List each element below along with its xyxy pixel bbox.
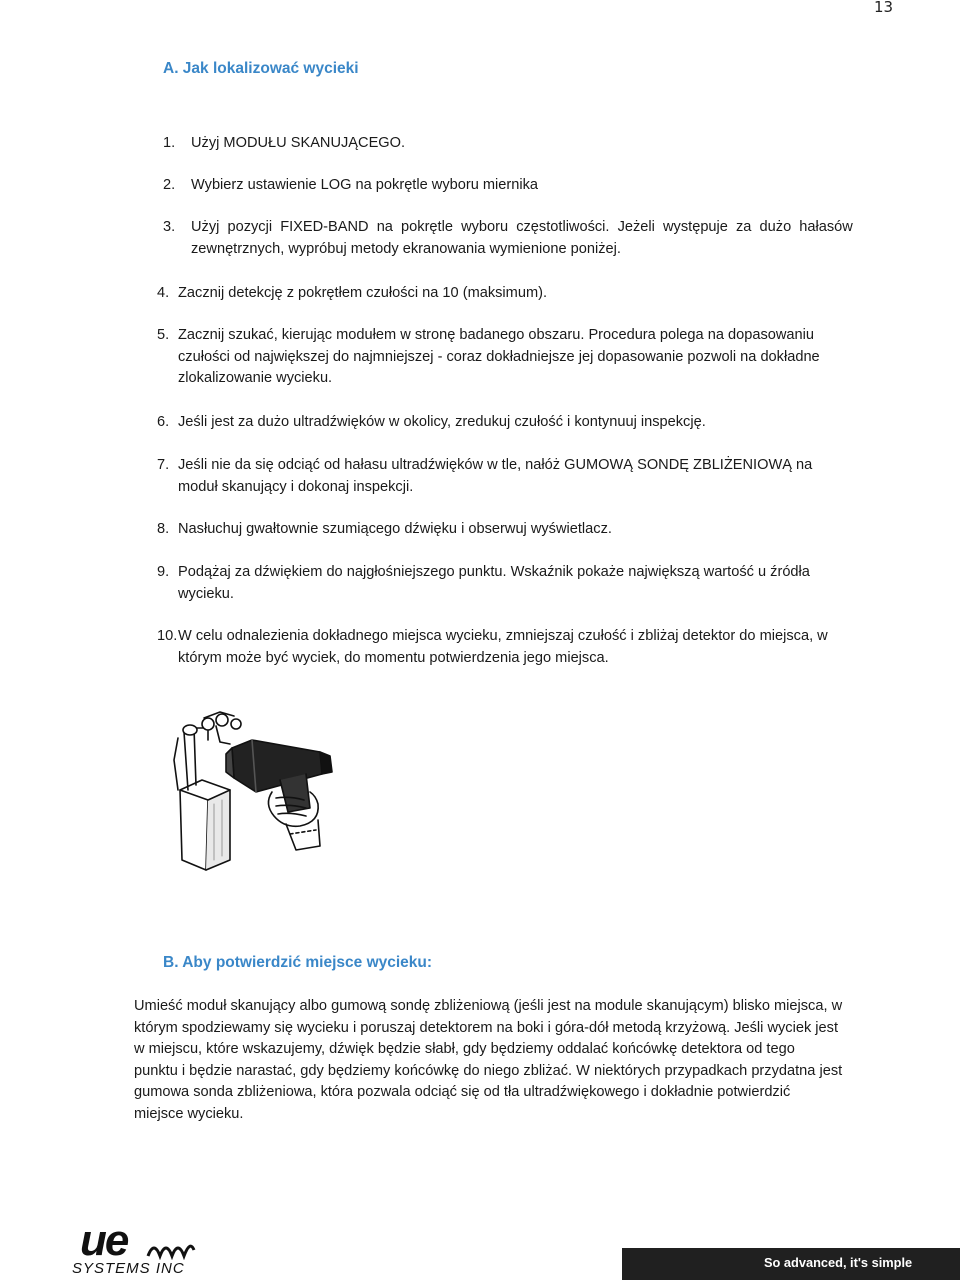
step-text-line: Zacznij szukać, kierując modułem w stronę badanego obszaru. Procedura polega na dopasowaniu <box>178 327 815 343</box>
footer-tagline: So advanced, it's simple <box>764 1255 913 1270</box>
step-text-line: Nasłuchuj gwałtownie szumiącego dźwięku i obserwuj wyświetlacz. <box>178 521 612 537</box>
logo-wave-icon <box>146 1238 196 1260</box>
step-text-line: W celu odnalezienia dokładnego miejsca wycieku, zmniejszaj czułość i zbliżaj detektor do miejsca, w <box>178 628 828 644</box>
step-number: 9. <box>157 564 170 580</box>
step-text-line: zlokalizowanie wycieku. <box>178 370 333 386</box>
step-text-line: moduł skanujący i dokonaj inspekcji. <box>178 478 414 495</box>
step-text-line: zewnętrznych, wypróbuj metody ekranowania wymienione poniżej. <box>191 240 621 257</box>
step-text-line: Jeśli nie da się odciąć od hałasu ultradźwięków w tle, nałóż GUMOWĄ SONDĘ ZBLIŻENIOWĄ na <box>178 457 813 473</box>
step-number: 2. <box>163 177 176 193</box>
step-text-line: Zacznij detekcję z pokrętłem czułości na 10 (maksimum). <box>178 285 548 301</box>
step-number: 3. <box>163 219 176 235</box>
step-text-line: Wybierz ustawienie LOG na pokrętle wyboru miernika <box>191 177 539 193</box>
step-number: 10. <box>157 628 178 644</box>
step-text-line: czułości od największej do najmniejszej - coraz dokładniejsze jej dopasowanie pozwoli na dokładne <box>178 348 820 365</box>
paragraph-line: w miejscu, które wskazujemy, dźwięk będzie słabł, gdy będziemy oddalać końcówkę detektora od tego <box>134 1041 795 1057</box>
step-number: 1. <box>163 135 176 151</box>
step-text-line: Jeśli jest za dużo ultradźwięków w okolicy, zredukuj czułość i kontynuuj inspekcję. <box>178 414 706 430</box>
step-text-line: Podążaj za dźwiękiem do najgłośniejszego punktu. Wskaźnik pokaże największą wartość u źródła <box>178 564 810 580</box>
section-a-heading: A. Jak lokalizować wycieki <box>163 60 359 77</box>
logo-systems-text: SYSTEMS INC <box>72 1260 185 1277</box>
section-b-paragraph <box>134 996 924 1125</box>
step-number: 7. <box>157 457 170 473</box>
step-text-line: wycieku. <box>178 585 234 602</box>
page-number: 13 <box>874 0 894 16</box>
paragraph-line: którym spodziewamy się wycieku i poruszaj detektorem na boki i góra-dół metodą krzyżową. Jeśli wyciek jest <box>134 1019 839 1036</box>
paragraph-line: gumowa sonda zbliżeniowa, która pozwala odciąć się od tła ultradźwiękowego i dokładnie potwierdzić <box>134 1084 791 1100</box>
step-number: 6. <box>157 414 170 430</box>
paragraph-line: miejsce wycieku. <box>134 1105 244 1122</box>
paragraph-line: Umieść moduł skanujący albo gumową sondę zbliżeniową (jeśli jest na module skanującym) blisko miejsca, w <box>134 998 843 1014</box>
step-number: 4. <box>157 285 170 301</box>
ue-systems-logo: ue <box>80 1216 128 1265</box>
step-text-line: Użyj pozycji FIXED-BAND na pokrętle wyboru częstotliwości. Jeżeli występuje za dużo hałasów <box>191 219 853 235</box>
step-text-line: którym może być wyciek, do momentu potwierdzenia jego miejsca. <box>178 649 609 666</box>
step-number: 5. <box>157 327 170 343</box>
section-b-heading: B. Aby potwierdzić miejsce wycieku: <box>163 954 433 971</box>
step-text-line: Użyj MODUŁU SKANUJĄCEGO. <box>191 135 406 151</box>
step-number: 8. <box>157 521 170 537</box>
leak-detector-illustration <box>160 700 370 930</box>
paragraph-line: punktu i będzie narastać, gdy będziemy końcówkę do niego zbliżać. W niektórych przypadkach przydatna jest <box>134 1062 843 1079</box>
